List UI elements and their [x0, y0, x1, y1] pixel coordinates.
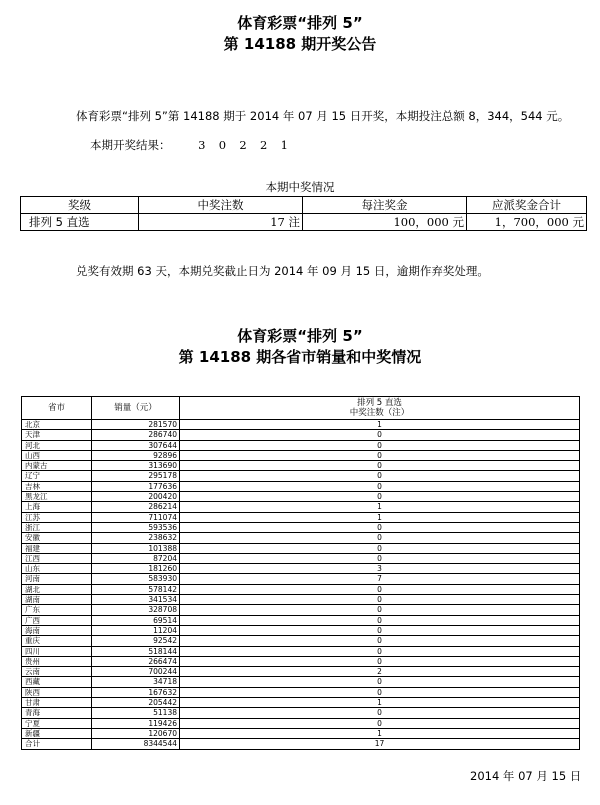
table-row [22, 667, 580, 677]
province-name: 贵州 [22, 656, 92, 666]
table-row [22, 718, 580, 728]
province-winners: 0 [180, 533, 580, 543]
province-winners: 0 [180, 605, 580, 615]
province-winners: 1 [180, 512, 580, 522]
province-sales: 281570 [92, 420, 180, 430]
province-sales: 266474 [92, 656, 180, 666]
prize-table [20, 196, 587, 231]
province-title-line2: 第 14188 期各省市销量和中奖情况 [178, 348, 422, 366]
table-row [22, 430, 580, 440]
table-row [22, 440, 580, 450]
province-title-line1: 体育彩票“排列 5” [237, 327, 363, 345]
footer-date: 2014 年 07 月 15 日 [470, 769, 582, 783]
province-winners: 0 [180, 481, 580, 491]
province-winners: 0 [180, 625, 580, 635]
province-winners: 0 [180, 450, 580, 460]
province-name: 北京 [22, 420, 92, 430]
province-name: 江苏 [22, 512, 92, 522]
prize-total: 1，700，000 元 [467, 214, 587, 231]
province-name: 青海 [22, 708, 92, 718]
table-row [22, 698, 580, 708]
province-sales: 8344544 [92, 739, 180, 749]
table-row [22, 708, 580, 718]
province-winners: 3 [180, 564, 580, 574]
province-name: 广东 [22, 605, 92, 615]
province-sales: 87204 [92, 553, 180, 563]
province-header-row [22, 397, 580, 420]
province-sales: 711074 [92, 512, 180, 522]
province-name: 黑龙江 [22, 492, 92, 502]
announcement-title-line2: 第 14188 期开奖公告 [223, 35, 377, 53]
result-digits: 3 0 2 2 1 [198, 138, 290, 152]
province-sales: 200420 [92, 492, 180, 502]
province-sales: 307644 [92, 440, 180, 450]
table-row [22, 461, 580, 471]
table-row [22, 584, 580, 594]
province-winners: 0 [180, 522, 580, 532]
province-winners: 0 [180, 646, 580, 656]
province-total-row [22, 739, 580, 749]
province-winners: 0 [180, 687, 580, 697]
province-winners: 1 [180, 698, 580, 708]
province-sales: 177636 [92, 481, 180, 491]
province-name: 合计 [22, 739, 92, 749]
province-header-winners [180, 397, 580, 420]
province-winners: 0 [180, 656, 580, 666]
province-name: 江西 [22, 553, 92, 563]
province-name: 云南 [22, 667, 92, 677]
table-row [22, 687, 580, 697]
table-row [22, 595, 580, 605]
province-winners: 7 [180, 574, 580, 584]
province-winners: 0 [180, 718, 580, 728]
province-name: 陕西 [22, 687, 92, 697]
table-row [22, 420, 580, 430]
province-sales: 313690 [92, 461, 180, 471]
province-winners: 0 [180, 615, 580, 625]
province-winners: 1 [180, 728, 580, 738]
announcement-title-line1: 体育彩票“排列 5” [237, 14, 363, 32]
province-name: 浙江 [22, 522, 92, 532]
province-sales: 341534 [92, 595, 180, 605]
province-sales: 286740 [92, 430, 180, 440]
province-name: 河南 [22, 574, 92, 584]
province-name: 海南 [22, 625, 92, 635]
province-name: 湖南 [22, 595, 92, 605]
province-sales: 583930 [92, 574, 180, 584]
province-name: 吉林 [22, 481, 92, 491]
prize-header-count: 中奖注数 [139, 197, 303, 214]
province-name: 广西 [22, 615, 92, 625]
province-winners: 1 [180, 502, 580, 512]
table-row [22, 605, 580, 615]
province-name: 福建 [22, 543, 92, 553]
province-sales: 578142 [92, 584, 180, 594]
province-sales: 34718 [92, 677, 180, 687]
table-row [22, 492, 580, 502]
province-winners: 0 [180, 708, 580, 718]
province-winners: 0 [180, 492, 580, 502]
province-winners: 17 [180, 739, 580, 749]
table-row [22, 553, 580, 563]
province-sales: 593536 [92, 522, 180, 532]
prize-count: 17 注 [139, 214, 303, 231]
table-row [22, 728, 580, 738]
province-name: 内蒙古 [22, 461, 92, 471]
table-row [22, 543, 580, 553]
province-sales: 92896 [92, 450, 180, 460]
table-row [22, 564, 580, 574]
validity-notice: 兑奖有效期 63 天，本期兑奖截止日为 2014 年 09 月 15 日，逾期作弃奖处理。 [76, 264, 489, 278]
province-name: 天津 [22, 430, 92, 440]
table-row [22, 522, 580, 532]
province-name: 上海 [22, 502, 92, 512]
province-name: 河北 [22, 440, 92, 450]
province-winners: 0 [180, 553, 580, 563]
province-name: 甘肃 [22, 698, 92, 708]
table-row [22, 502, 580, 512]
province-name: 重庆 [22, 636, 92, 646]
prize-header-amount: 每注奖金 [303, 197, 467, 214]
province-sales: 286214 [92, 502, 180, 512]
province-winners: 0 [180, 543, 580, 553]
province-winners: 0 [180, 636, 580, 646]
province-sales: 167632 [92, 687, 180, 697]
table-row [22, 677, 580, 687]
province-name: 四川 [22, 646, 92, 656]
prize-row [21, 214, 587, 231]
province-sales: 11204 [92, 625, 180, 635]
province-sales: 69514 [92, 615, 180, 625]
table-row [22, 656, 580, 666]
province-name: 湖北 [22, 584, 92, 594]
table-row [22, 625, 580, 635]
table-row [22, 450, 580, 460]
table-row [22, 636, 580, 646]
result-row [90, 137, 290, 153]
province-name: 新疆 [22, 728, 92, 738]
prize-amount: 100，000 元 [303, 214, 467, 231]
province-sales: 518144 [92, 646, 180, 656]
province-sales: 120670 [92, 728, 180, 738]
table-row [22, 533, 580, 543]
province-sales: 92542 [92, 636, 180, 646]
table-row [22, 481, 580, 491]
province-sales: 51138 [92, 708, 180, 718]
province-header-sales: 销量（元） [92, 397, 180, 420]
province-winners: 1 [180, 420, 580, 430]
province-sales: 295178 [92, 471, 180, 481]
province-name: 山东 [22, 564, 92, 574]
prize-caption: 本期中奖情况 [265, 180, 335, 194]
province-name: 西藏 [22, 677, 92, 687]
province-sales: 101388 [92, 543, 180, 553]
province-name: 安徽 [22, 533, 92, 543]
province-winners: 0 [180, 461, 580, 471]
prize-level: 排列 5 直选 [21, 214, 139, 231]
province-winners: 0 [180, 595, 580, 605]
prize-header-level: 奖级 [21, 197, 139, 214]
province-table [21, 396, 580, 750]
province-header-winners-line2: 中奖注数（注） [349, 408, 410, 418]
province-winners: 0 [180, 440, 580, 450]
table-row [22, 615, 580, 625]
table-row [22, 512, 580, 522]
province-header-name: 省市 [22, 397, 92, 420]
province-sales: 238632 [92, 533, 180, 543]
province-name: 宁夏 [22, 718, 92, 728]
province-name: 辽宁 [22, 471, 92, 481]
table-row [22, 471, 580, 481]
prize-header-total: 应派奖金合计 [467, 197, 587, 214]
table-row [22, 646, 580, 656]
province-winners: 2 [180, 667, 580, 677]
result-label: 本期开奖结果： [90, 138, 171, 152]
prize-header-row [21, 197, 587, 214]
province-winners: 0 [180, 430, 580, 440]
province-sales: 119426 [92, 718, 180, 728]
province-header-winners-line1: 排列 5 直选 [357, 398, 402, 408]
province-sales: 205442 [92, 698, 180, 708]
announcement-summary: 体育彩票“排列 5”第 14188 期于 2014 年 07 月 15 日开奖，本期投注总额 8，344，544 元。 [76, 109, 570, 123]
province-winners: 0 [180, 677, 580, 687]
province-winners: 0 [180, 584, 580, 594]
province-name: 山西 [22, 450, 92, 460]
province-sales: 700244 [92, 667, 180, 677]
province-sales: 181260 [92, 564, 180, 574]
province-sales: 328708 [92, 605, 180, 615]
table-row [22, 574, 580, 584]
province-winners: 0 [180, 471, 580, 481]
